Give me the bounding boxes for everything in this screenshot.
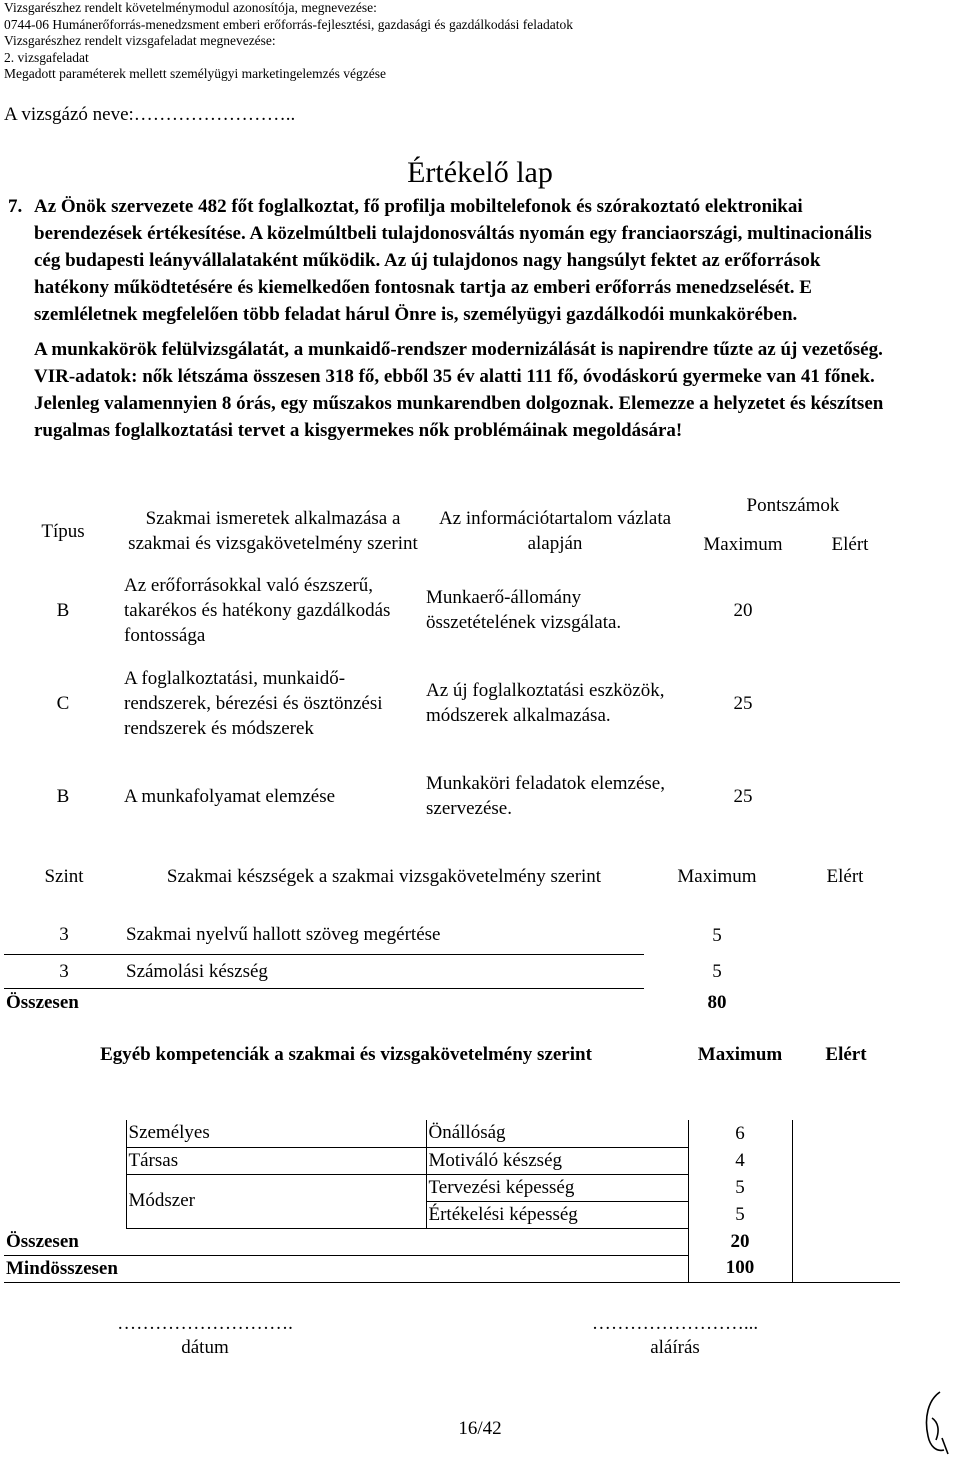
candidate-name-line: A vizsgázó neve:……………………..: [4, 104, 296, 125]
level-cell: 3: [4, 916, 124, 954]
grand-total-row: [4, 1255, 900, 1282]
knowledge-table: [4, 492, 900, 836]
col-achieved-header: Elért: [825, 1044, 867, 1065]
signature-label: aláírás: [650, 1337, 700, 1358]
table-row: [4, 756, 900, 836]
document-header: [4, 0, 573, 83]
max-cell: 25: [733, 692, 753, 714]
type-cell: B: [56, 599, 70, 621]
signature-field: [530, 1312, 820, 1360]
col-max-header: Maximum: [697, 1044, 783, 1065]
table-row: [4, 570, 900, 650]
header-line: 2. vizsgafeladat: [4, 49, 89, 65]
max-cell: 5: [688, 1174, 792, 1201]
col-max-header: Maximum: [677, 865, 757, 887]
table-row: [4, 1120, 900, 1147]
grand-total-max: 100: [688, 1255, 792, 1282]
col-achieved-header: Elért: [831, 533, 869, 555]
header-line: 0744-06 Humánerőforrás-menedzsment emberi erőforrás-fejlesztési, gazdasági és gazdálkodási feladatok: [4, 16, 574, 32]
total-achieved: [790, 988, 900, 1016]
knowledge-cell: Az erőforrásokkal való észszerű, takarékos és hatékony gazdálkodás fontossága: [124, 574, 391, 646]
task-description: [8, 193, 894, 444]
achieved-cell: [800, 756, 900, 836]
category-cell: Társas: [126, 1147, 426, 1174]
table-row: [4, 650, 900, 756]
knowledge-cell: A foglalkoztatási, munkaidő-rendszerek, bérezési és ösztönzési rendszerek és módszerek: [124, 667, 383, 739]
date-dots: ……………………….: [117, 1313, 293, 1334]
total-row: [4, 988, 900, 1016]
type-cell: C: [56, 692, 70, 714]
max-cell: 5: [712, 960, 722, 982]
skill-cell: Számolási készség: [126, 960, 268, 982]
table-row: [4, 1147, 900, 1174]
max-cell: 5: [688, 1201, 792, 1228]
col-info-header: Az információtartalom vázlata alapján: [438, 508, 672, 554]
info-cell: Munkaerő-állomány összetételének vizsgálata.: [426, 587, 622, 633]
info-cell: Az új foglalkoztatási eszközök, módszerek alkalmazása.: [426, 680, 665, 726]
max-cell: 20: [733, 599, 753, 621]
grand-total-label: Mindösszesen: [4, 1255, 688, 1282]
total-label: Összesen: [4, 1228, 688, 1255]
competence-table: [4, 1030, 900, 1283]
page-number: 16/42: [458, 1418, 502, 1439]
task-paragraph: Az Önök szervezete 482 főt foglalkoztat, fő profilja mobiltelefonok és szórakoztató elektronikai berendezések értékesítése. A közelmúltbeli tulajdonosváltás nyomán egy franciaországi, multinacionális cég budapesti leányvállalataként működik. Az új tulajdonos nagy hangsúlyt fektet az erőforrások hatékony működtetésére és kiemelkedően fontosnak tartja az emberi erőforrás menedzselését. E szemléletnek megfelelően több feladat hárul Önre is, személyügyi gazdálkodói munkakörében.: [34, 196, 872, 325]
col-max-header: Maximum: [703, 533, 783, 555]
skill-cell: Szakmai nyelvű hallott szöveg megértése: [124, 916, 644, 954]
col-knowledge-header: Szakmai ismeretek alkalmazása a szakmai és vizsgakövetelmény szerint: [128, 508, 418, 554]
table-row: [4, 1174, 900, 1201]
col-points-header: Pontszámok: [746, 494, 840, 516]
page-title: Értékelő lap: [407, 156, 553, 189]
total-max: 20: [688, 1228, 792, 1255]
skills-table: [4, 836, 900, 1016]
achieved-cell: [800, 570, 900, 650]
total-label: Összesen: [4, 988, 644, 1016]
achieved-cell: [800, 650, 900, 756]
achieved-cell: [790, 954, 900, 988]
date-field: [60, 1312, 350, 1360]
col-type-header: Típus: [41, 520, 85, 542]
max-cell: 5: [712, 924, 722, 946]
type-cell: B: [56, 785, 70, 807]
header-line: Megadott paraméterek mellett személyügyi marketingelemzés végzése: [4, 66, 386, 81]
info-cell: Munkaköri feladatok elemzése, szervezése.: [426, 773, 665, 819]
max-cell: 4: [688, 1147, 792, 1174]
table-row: [4, 954, 900, 988]
item-cell: Értékelési képesség: [426, 1201, 688, 1228]
task-number: 7.: [8, 196, 23, 217]
item-cell: Önállóság: [426, 1120, 688, 1147]
category-cell: Módszer: [126, 1174, 426, 1228]
col-level-header: Szint: [44, 865, 84, 887]
task-paragraph: A munkakörök felülvizsgálatát, a munkaidő-rendszer modernizálását is napirendre tűzte az új vezetőség. VIR-adatok: nők létszáma összesen 318 fő, ebből 35 év alatti 111 fő, óvodáskorú gyermeke van 41 főnek. Jelenleg valamennyien 8 órás, egy műszakos munkarendben dolgoznak. Elemezze a helyzetet és készítsen rugalmas foglalkoztatási tervet a kisgyermekes nők problémáinak megoldására!: [34, 339, 884, 441]
max-cell: 6: [688, 1120, 792, 1147]
total-row: [4, 1228, 900, 1255]
header-line: Vizsgarészhez rendelt vizsgafeladat megnevezése:: [4, 33, 276, 48]
competence-header: Egyéb kompetenciák a szakmai és vizsgakövetelmény szerint: [100, 1044, 592, 1065]
table-row: [4, 916, 900, 954]
signature-dots: ……………………...: [591, 1313, 759, 1334]
col-achieved-header: Elért: [826, 865, 864, 887]
header-line: Vizsgarészhez rendelt követelménymodul azonosítója, megnevezése:: [4, 0, 377, 15]
item-cell: Tervezési képesség: [426, 1174, 688, 1201]
knowledge-cell: A munkafolyamat elemzése: [124, 785, 336, 807]
col-skill-header: Szakmai készségek a szakmai vizsgakövetelmény szerint: [166, 865, 602, 887]
item-cell: Motiváló készség: [426, 1147, 688, 1174]
category-cell: Személyes: [126, 1120, 426, 1147]
total-max: 80: [707, 991, 727, 1013]
level-cell: 3: [59, 960, 69, 982]
achieved-cell: [790, 916, 900, 954]
date-label: dátum: [181, 1337, 229, 1358]
max-cell: 25: [733, 785, 753, 807]
